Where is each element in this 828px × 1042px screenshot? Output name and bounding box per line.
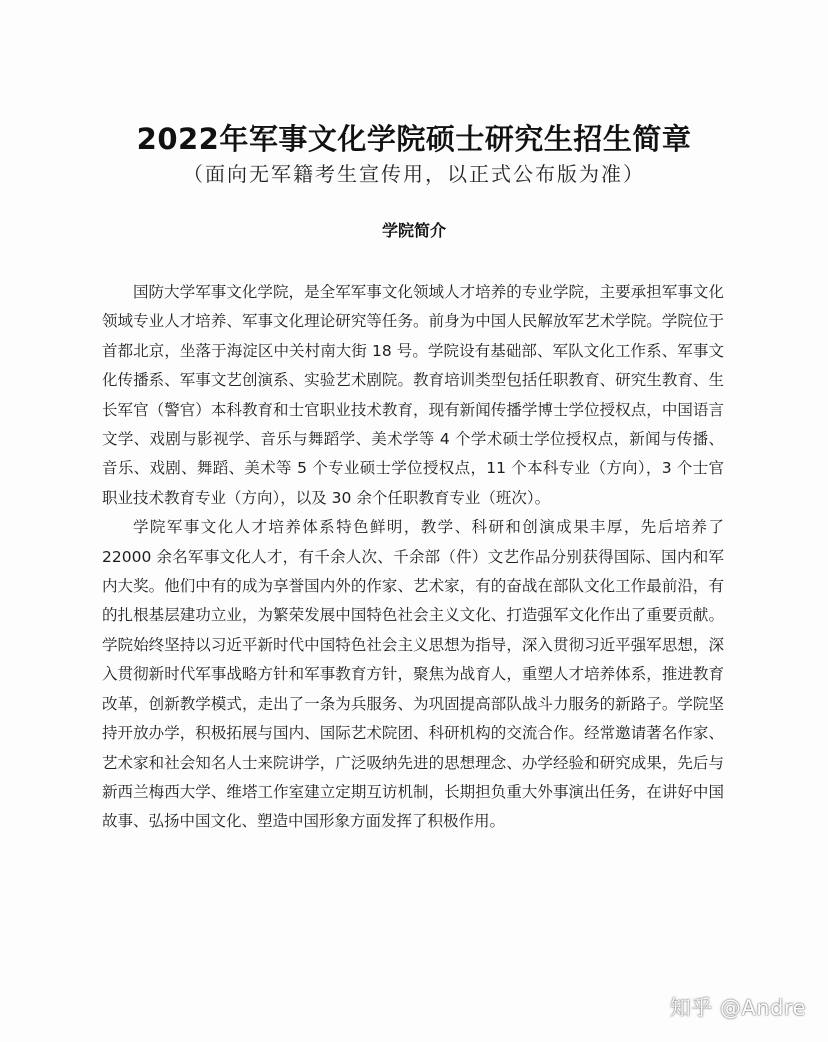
body-text xyxy=(102,278,724,837)
paragraph: 学院军事文化人才培养体系特色鲜明，教学、科研和创演成果丰厚，先后培养了 22000 余名军事文化人才，有千余人次、千余部（件）文艺作品分别获得国际、国内和军内大奖。他们中有的成为享誉国内外的作家、艺术家，有的奋战在部队文化工作最前沿，有的扎根基层建功立业，为繁荣发展中国特色社会主义文化、打造强军文化作出了重要贡献。学院始终坚持以习近平新时代中国特色社会主义思想为指导，深入贯彻习近平强军思想，深入贯彻新时代军事战略方针和军事教育方针，聚焦为战育人，重塑人才培养体系，推进教育改革，创新教学模式，走出了一条为兵服务、为巩固提高部队战斗力服务的新路子。学院坚持开放办学，积极拓展与国内、国际艺术院团、科研机构的交流合作。经常邀请著名作家、艺术家和社会知名人士来院讲学，广泛吸纳先进的思想理念、办学经验和研究成果，先后与新西兰梅西大学、维塔工作室建立定期互访机制，长期担负重大外事演出任务，在讲好中国故事、弘扬中国文化、塑造中国形象方面发挥了积极作用。 xyxy=(102,518,724,831)
watermark: 知乎 @Andre xyxy=(669,996,806,1020)
section-heading: 学院简介 xyxy=(381,221,446,240)
paragraph: 国防大学军事文化学院，是全军军事文化领域人才培养的专业学院，主要承担军事文化领域专业人才培养、军事文化理论研究等任务。前身为中国人民解放军艺术学院。学院位于首都北京，坐落于海淀区中关村南大街 18 号。学院设有基础部、军队文化工作系、军事文化传播系、军事文艺创演系、实验艺术剧院。教育培训类型包括任职教育、研究生教育、生长军官（警官）本科教育和士官职业技术教育，现有新闻传播学博士学位授权点，中国语言文学、戏剧与影视学、音乐与舞蹈学、美术学等 4 个学术硕士学位授权点，新闻与传播、音乐、戏剧、舞蹈、美术等 5 个专业硕士学位授权点，11 个本科专业（方向），3 个士官职业技术教育专业（方向），以及 30 余个任职教育专业（班次）。 xyxy=(102,283,724,507)
document-subtitle: （面向无军籍考生宣传用，以正式公布版为准） xyxy=(183,162,645,186)
document-title: 2022年军事文化学院硕士研究生招生简章 xyxy=(136,122,692,156)
